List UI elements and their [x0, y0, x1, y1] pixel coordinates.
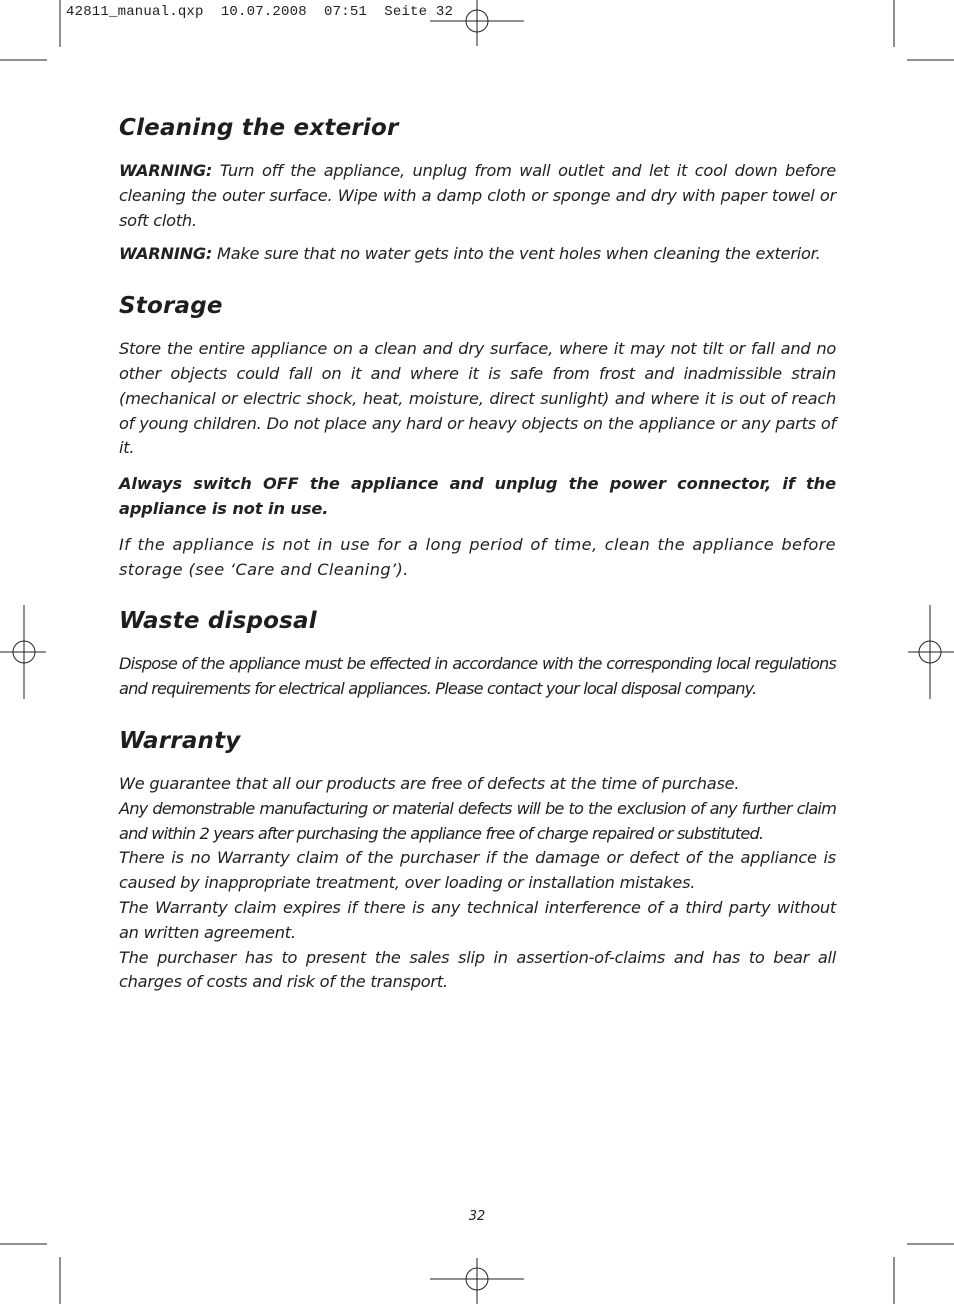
warranty-paragraph-4: The purchaser has to present the sales slip in assertion-of-claims and has to bear all charges of costs and risk of the transport.: [119, 947, 836, 992]
warranty-paragraph-1: Any demonstrable manufacturing or material defects will be to the exclusion of any further claim and within 2 years after purchasing the appliance free of charge repaired or substituted.: [119, 798, 836, 843]
heading-storage: Storage: [119, 293, 223, 320]
storage-bold-notice: Always switch OFF the appliance and unplug the power connector, if the appliance is not in use.: [119, 474, 836, 518]
heading-cleaning-exterior: Cleaning the exterior: [119, 115, 399, 141]
storage-paragraph-1: Store the entire appliance on a clean and dry surface, where it may not tilt or fall and no other objects could fall on it and where it is safe from frost and inadmissible strain (mechanical or electric shock, heat, moisture, direct sunlight) and where it is out of reach of young children. Do not place any hard or heavy objects on the appliance or any parts of it.: [119, 339, 836, 458]
registration-mark-right: [908, 605, 954, 699]
warranty-paragraph-3: The Warranty claim expires if there is any technical interference of a third party without an written agreement.: [119, 897, 836, 942]
heading-warranty: Warranty: [119, 727, 241, 754]
registration-mark-left: [0, 605, 46, 699]
storage-paragraph-2: If the appliance is not in use for a long period of time, clean the appliance before storage (see ‘Care and Cleaning’).: [119, 534, 836, 579]
warning-1-text: Turn off the appliance, unplug from wall outlet and let it cool down before cleaning the outer surface. Wipe with a damp cloth or sponge and dry with paper towel or soft cloth.: [119, 161, 836, 230]
heading-waste-disposal: Waste disposal: [119, 608, 317, 635]
manual-page-content: [119, 112, 836, 995]
warning-label: WARNING:: [119, 244, 213, 264]
cleaning-warning-2: [119, 242, 836, 267]
registration-mark-bottom: [430, 1258, 524, 1304]
waste-disposal-paragraph: Dispose of the appliance must be effected in accordance with the corresponding local regulations and requirements for electrical appliances. Please contact your local disposal company.: [119, 654, 836, 699]
print-slug-line: 42811_manual.qxp 10.07.2008 07:51 Seite 32: [66, 4, 454, 20]
page-number: 32: [468, 1209, 486, 1224]
cleaning-warning-1: [119, 159, 836, 233]
warning-label: WARNING:: [119, 161, 213, 180]
warning-2-text: Make sure that no water gets into the vent holes when cleaning the exterior.: [212, 244, 821, 264]
warranty-paragraph-2: There is no Warranty claim of the purchaser if the damage or defect of the appliance is caused by inappropriate treatment, over loading or installation mistakes.: [119, 848, 836, 893]
warranty-line-1: We guarantee that all our products are free of defects at the time of purchase.: [119, 773, 740, 793]
registration-mark-top: [430, 0, 524, 46]
